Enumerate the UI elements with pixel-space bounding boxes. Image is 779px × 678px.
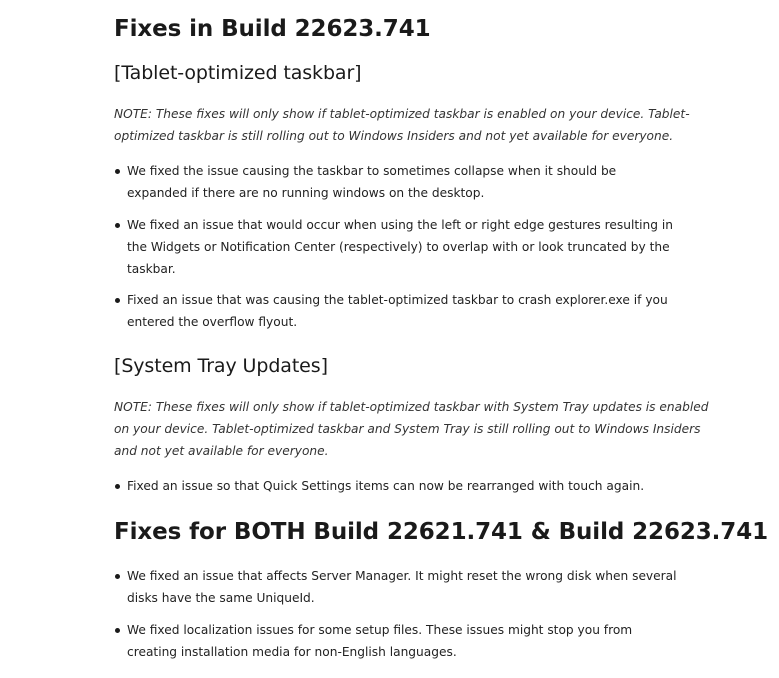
list-item-line: the Widgets or Notification Center (respectively) to overlap with or look truncated by the	[127, 240, 670, 254]
list-item-text	[127, 565, 677, 609]
bullet-icon	[115, 628, 120, 633]
subsection-heading-tablet-taskbar: [Tablet-optimized taskbar]	[114, 62, 362, 84]
list-item-line: We fixed an issue that would occur when using the left or right edge gestures resulting in	[127, 218, 673, 232]
list-item-text	[127, 160, 616, 204]
list-item-line: creating installation media for non-English languages.	[127, 645, 457, 659]
list-item-line: entered the overflow flyout.	[127, 315, 298, 329]
list-item-line: taskbar.	[127, 262, 176, 276]
bullet-icon	[115, 223, 120, 228]
section-heading-build-22623: Fixes in Build 22623.741	[114, 16, 431, 42]
bullet-icon	[115, 298, 120, 303]
list-item-line: We fixed an issue that affects Server Manager. It might reset the wrong disk when several	[127, 569, 677, 583]
list-item-text	[127, 475, 644, 497]
note-system-tray	[114, 396, 709, 462]
list-item-line: Fixed an issue so that Quick Settings items can now be rearranged with touch again.	[127, 479, 645, 493]
note-line: NOTE: These fixes will only show if tablet-optimized taskbar with System Tray updates is enabled	[114, 400, 709, 414]
note-line: and not yet available for everyone.	[114, 444, 329, 458]
note-line: optimized taskbar is still rolling out to Windows Insiders and not yet available for everyone.	[114, 129, 674, 143]
list-item-line: Fixed an issue that was causing the tablet-optimized taskbar to crash explorer.exe if you	[127, 293, 668, 307]
list-item-line: expanded if there are no running windows on the desktop.	[127, 186, 485, 200]
list-item-line: We fixed localization issues for some setup files. These issues might stop you from	[127, 623, 633, 637]
bullet-icon	[115, 169, 120, 174]
list-item-text	[127, 214, 673, 280]
note-line: NOTE: These fixes will only show if tablet-optimized taskbar is enabled on your device. Tablet-	[114, 107, 690, 121]
list-item-line: We fixed the issue causing the taskbar to sometimes collapse when it should be	[127, 164, 617, 178]
section-heading-both-builds: Fixes for BOTH Build 22621.741 & Build 22623.741	[114, 519, 769, 545]
note-tablet-taskbar	[114, 103, 690, 147]
bullet-icon	[115, 484, 120, 489]
list-item-text	[127, 289, 668, 333]
list-item-line: disks have the same UniqueId.	[127, 591, 315, 605]
subsection-heading-system-tray: [System Tray Updates]	[114, 355, 328, 377]
note-line: on your device. Tablet-optimized taskbar and System Tray is still rolling out to Windows Insiders	[114, 422, 701, 436]
list-item-text	[127, 619, 632, 663]
bullet-icon	[115, 574, 120, 579]
